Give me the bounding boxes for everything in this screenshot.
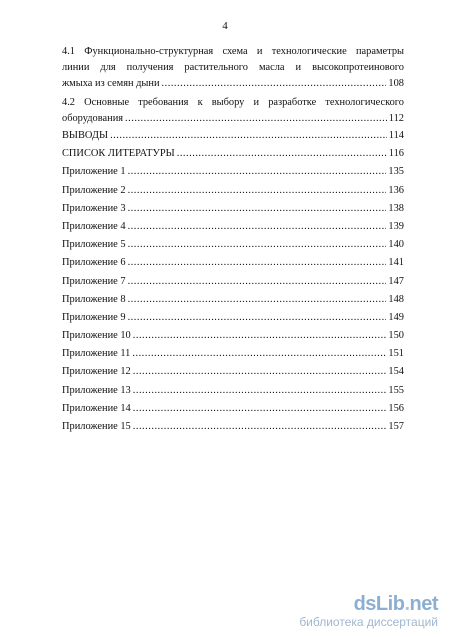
toc-entry-label: Приложение 3 [62, 202, 126, 214]
toc-entry-page: 157 [388, 421, 404, 432]
toc-entry-page: 148 [388, 293, 404, 305]
dot-leader [128, 254, 387, 272]
toc-entry-page: 155 [388, 384, 404, 396]
page-number: 4 [222, 20, 228, 32]
toc-entry-appendix-15[interactable] [62, 418, 404, 436]
toc-entry-page: 141 [388, 257, 404, 269]
toc-entry-appendix-1[interactable] [62, 163, 404, 181]
toc-entry-page: 151 [388, 348, 404, 360]
toc-entry-appendix-13[interactable] [62, 382, 404, 400]
toc-entry-label: Приложение 7 [62, 275, 126, 287]
toc-entry-appendix-14[interactable] [62, 400, 404, 418]
toc-entry-label: Приложение 15 [62, 421, 131, 432]
toc-entry-label: Приложение 10 [62, 330, 131, 342]
toc-entry-page: 112 [388, 113, 404, 124]
dot-leader [133, 418, 387, 436]
toc-entry-references[interactable] [62, 145, 404, 163]
dot-leader [128, 291, 387, 309]
toc-entry-page: 154 [388, 366, 404, 378]
toc-entry-page: 136 [388, 184, 404, 196]
toc-entry-label: Приложение 5 [62, 239, 126, 251]
table-of-contents [62, 44, 404, 436]
toc-entry-appendix-5[interactable] [62, 236, 404, 254]
toc-entry-appendix-3[interactable] [62, 200, 404, 218]
dot-leader [128, 218, 387, 236]
toc-entry-label: Приложение 6 [62, 257, 126, 269]
toc-entry-4-2[interactable] [62, 95, 404, 127]
toc-entry-page: 114 [388, 130, 404, 141]
dot-leader [128, 273, 387, 291]
toc-entry-label: Приложение 11 [62, 348, 131, 360]
toc-entry-appendix-6[interactable] [62, 254, 404, 272]
toc-entry-line: линии для получения растительного масла и высокопротеинового [62, 62, 404, 73]
toc-entry-page: 156 [388, 402, 404, 414]
toc-entry-page: 139 [388, 220, 404, 232]
toc-entry-appendix-4[interactable] [62, 218, 404, 236]
dot-leader [128, 182, 387, 200]
dslib-watermark [299, 593, 438, 629]
toc-entry-label: оборудования [62, 113, 124, 124]
toc-entry-conclusions[interactable] [62, 127, 404, 145]
toc-entry-line: 4.1 Функционально-структурная схема и технологические параметры [62, 46, 404, 57]
dot-leader [133, 382, 387, 400]
toc-entry-label: Приложение 9 [62, 311, 126, 323]
dot-leader [162, 76, 387, 92]
toc-entry-label: Приложение 12 [62, 366, 131, 378]
toc-entry-appendix-12[interactable] [62, 363, 404, 381]
dot-leader [128, 309, 387, 327]
dslib-logo: dsLib.net [353, 593, 438, 615]
toc-entry-appendix-7[interactable] [62, 273, 404, 291]
dot-leader [110, 127, 387, 145]
toc-entry-label: Приложение 2 [62, 184, 126, 196]
dot-leader [177, 145, 387, 163]
toc-entry-appendix-10[interactable] [62, 327, 404, 345]
toc-entry-label: Приложение 1 [62, 166, 126, 178]
toc-entry-label: СПИСОК ЛИТЕРАТУРЫ [62, 148, 175, 160]
toc-entry-page: 138 [388, 202, 404, 214]
dot-leader [128, 236, 387, 254]
toc-entry-page: 149 [388, 311, 404, 323]
toc-entry-label: жмыха из семян дыни [62, 78, 160, 89]
toc-entry-page: 150 [388, 330, 404, 342]
toc-entry-appendix-8[interactable] [62, 291, 404, 309]
toc-entry-label: Приложение 14 [62, 402, 131, 414]
dot-leader [133, 327, 387, 345]
toc-entry-label: Приложение 13 [62, 384, 131, 396]
toc-entry-page: 140 [388, 239, 404, 251]
toc-entry-page: 135 [388, 166, 404, 178]
dot-leader [133, 363, 387, 381]
toc-entry-label: Приложение 4 [62, 220, 126, 232]
toc-entry-appendix-11[interactable] [62, 345, 404, 363]
dot-leader [132, 345, 386, 363]
toc-entry-appendix-9[interactable] [62, 309, 404, 327]
toc-entry-line: 4.2 Основные требования к выбору и разработке технологического [62, 97, 404, 108]
toc-entry-label: ВЫВОДЫ [62, 130, 109, 141]
toc-entry-label: Приложение 8 [62, 293, 126, 305]
toc-entry-4-1[interactable] [62, 44, 404, 92]
watermark-tagline: библиотека диссертаций [299, 615, 438, 629]
toc-entry-page: 116 [388, 148, 404, 160]
toc-entry-page: 147 [388, 275, 404, 287]
toc-entry-page: 108 [388, 78, 404, 89]
dot-leader [128, 163, 387, 181]
dot-leader [133, 400, 387, 418]
dot-leader [128, 200, 387, 218]
toc-entry-appendix-2[interactable] [62, 182, 404, 200]
dot-leader [125, 111, 387, 127]
